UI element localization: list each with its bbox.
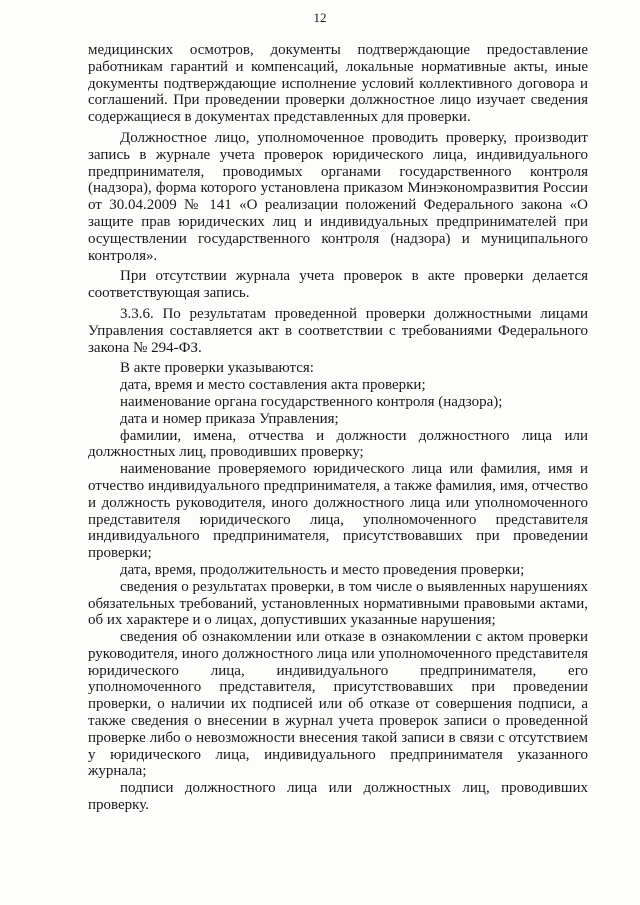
list-item: наименование органа государственного контроля (надзора);	[120, 393, 503, 410]
list-item: подписи должностного лица или должностных лиц, проводивших проверку.	[88, 780, 588, 814]
list-item: дата, время, продолжительность и место проведения проверки;	[120, 561, 525, 578]
list-item: сведения о результатах проверки, в том числе о выявленных нарушениях обязательных требований, установленных нормативными правовыми актами, об их характере и о лицах, допустивших указанные нарушения;	[88, 578, 588, 629]
paragraph-journal-entry: Должностное лицо, уполномоченное проводить проверку, производит запись в журнале учета проверок юридического лица, индивидуального предпринимателя, проводимых органами государственного контроля (надзора), форма которого установлена приказом Минэкономразвития России от 30.04.2009 № 141 «О реализации положений Федерального закона «О защите прав юридических лиц и индивидуальных предпринимателей при осуществлении государственного контроля (надзора) и муниципального контроля».	[88, 129, 588, 264]
list-item: дата и номер приказа Управления;	[120, 410, 339, 427]
list-intro: В акте проверки указываются:	[120, 360, 314, 377]
list-item: наименование проверяемого юридического лица или фамилия, имя и отчество индивидуального предпринимателя, а также фамилия, имя, отчество и должность руководителя, иного должностного лица или уполномоченного представителя юридического лица, уполномоченного представителя индивидуального предпринимателя, присутствовавших при проведении проверки;	[88, 461, 588, 562]
list-item: дата, время и место составления акта проверки;	[120, 377, 426, 394]
list-item: сведения об ознакомлении или отказе в ознакомлении с актом проверки руководителя, иного должностного лица или уполномоченного представителя юридического лица, индивидуального предпринимателя, его уполномоченного представителя, присутствовавших при проведении проверки, о наличии их подписей или об отказе от совершения подписи, а также сведения о внесении в журнал учета проверок записи о проведенной проверке либо о невозможности внесения такой записи в связи с отсутствием у юридического лица, индивидуального предпринимателя указанного журнала;	[88, 629, 588, 780]
paragraph-3-3-6: 3.3.6. По результатам проведенной проверки должностными лицами Управления составляется акт в соответствии с требованиями Федерального закона № 294-ФЗ.	[88, 305, 588, 356]
list-item: фамилии, имена, отчества и должности должностного лица или должностных лиц, проводивших проверку;	[88, 427, 588, 461]
act-contents-list	[88, 377, 588, 814]
paragraph-documents: медицинских осмотров, документы подтверждающие предоставление работникам гарантий и компенсаций, локальные нормативные акты, иные документы подтверждающие исполнение условий коллективного договора и соглашений. При проведении проверки должностное лицо изучает сведения содержащиеся в документах представленных для проверки.	[88, 42, 588, 126]
page-number: 12	[313, 10, 327, 25]
paragraph-no-journal: При отсутствии журнала учета проверок в акте проверки делается соответствующая запись.	[88, 268, 588, 302]
